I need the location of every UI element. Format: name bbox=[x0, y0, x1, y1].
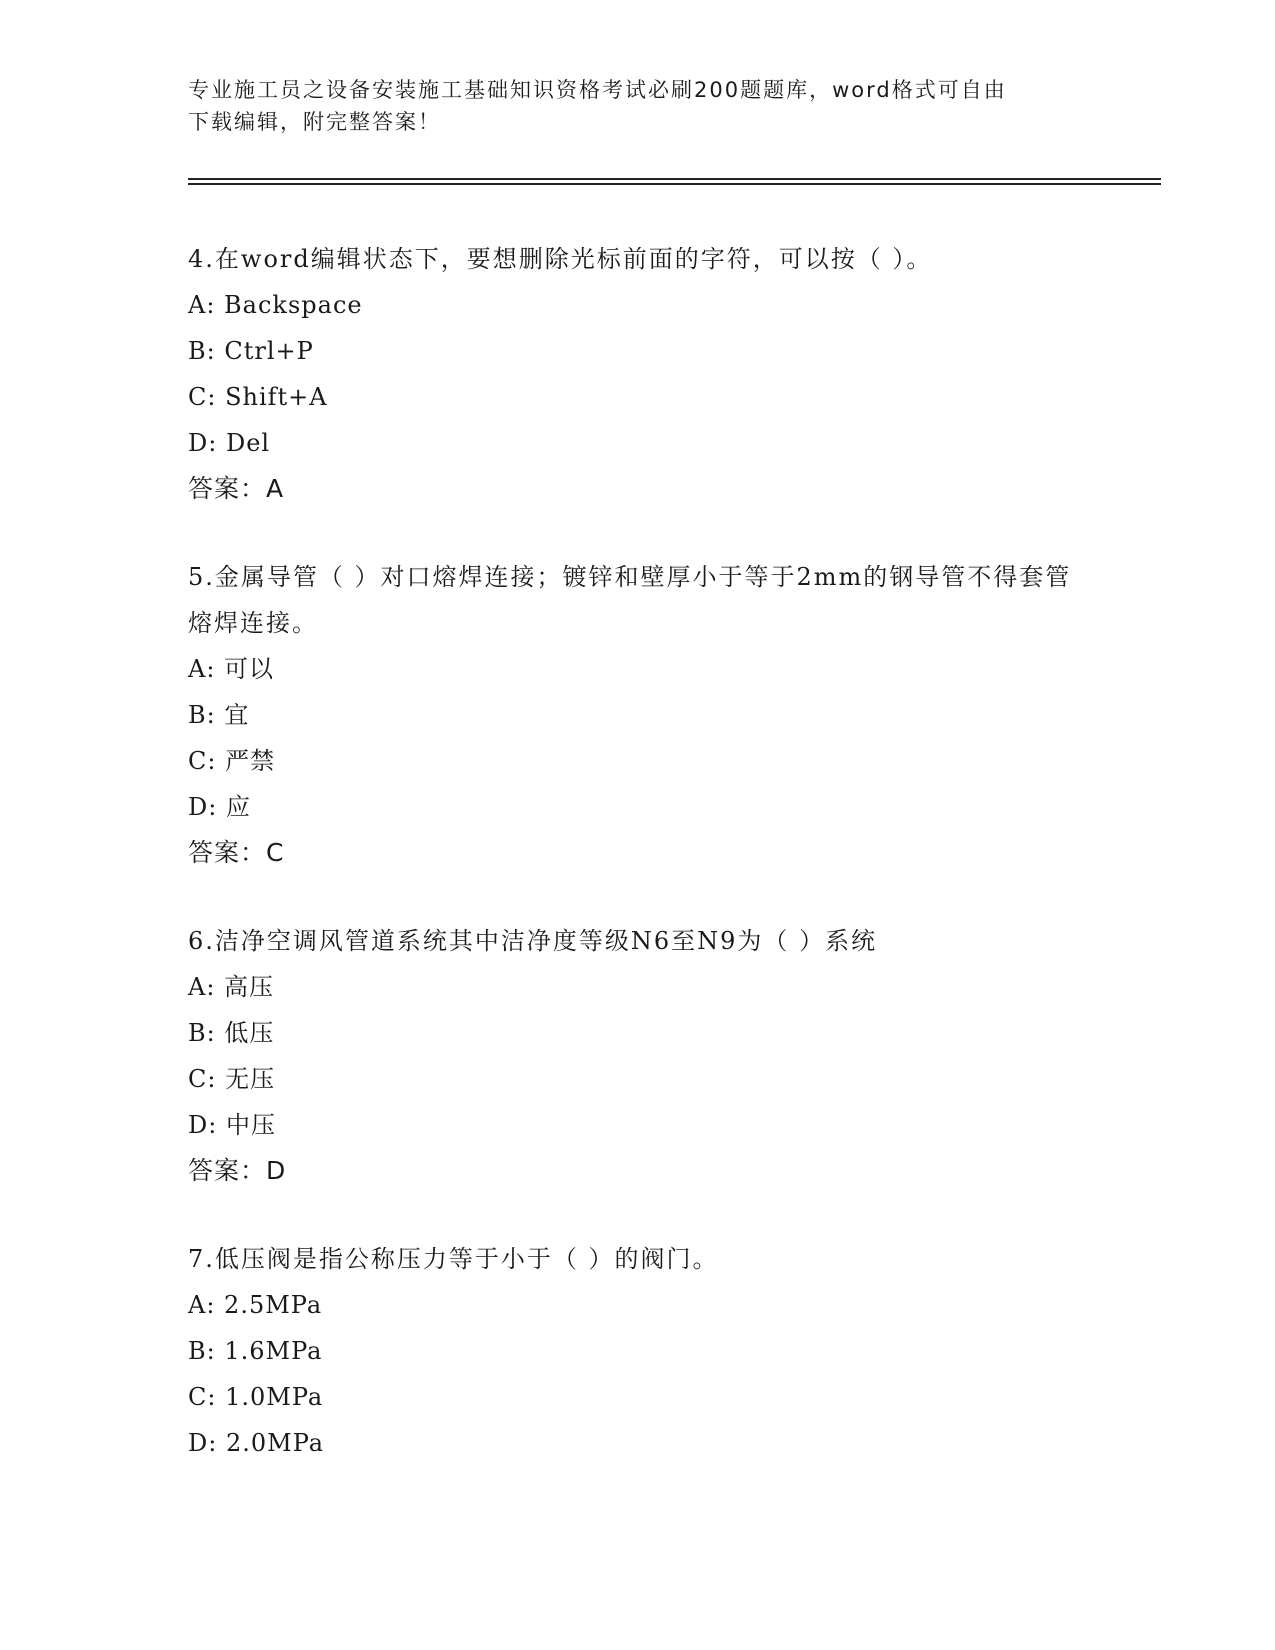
option-c: C: Shift+A bbox=[188, 383, 328, 411]
header-divider-bottom bbox=[188, 183, 1161, 185]
option-b: B: 1.6MPa bbox=[188, 1337, 323, 1365]
option-d: D: 中压 bbox=[188, 1111, 276, 1139]
question-item bbox=[188, 554, 1088, 876]
option-d: D: 2.0MPa bbox=[188, 1429, 325, 1457]
option-c: C: 无压 bbox=[188, 1065, 276, 1093]
answer-line: 答案：A bbox=[188, 474, 285, 503]
question-stem: 5.金属导管（ ）对口熔焊连接；镀锌和壁厚小于等于2mm的钢导管不得套管熔焊连接。 bbox=[188, 563, 1072, 637]
option-d: D: 应 bbox=[188, 793, 251, 821]
answer-line: 答案：D bbox=[188, 1156, 287, 1185]
question-item bbox=[188, 1236, 1088, 1466]
header-line-1: 专业施工员之设备安装施工基础知识资格考试必刷200题题库，word格式可自由 bbox=[188, 78, 1007, 102]
header-line-2: 下载编辑，附完整答案！ bbox=[188, 110, 441, 134]
option-d: D: Del bbox=[188, 429, 271, 457]
question-stem: 6.洁净空调风管道系统其中洁净度等级N6至N9为（ ）系统 bbox=[188, 927, 878, 955]
option-b: B: 宜 bbox=[188, 701, 250, 729]
question-stem: 7.低压阀是指公称压力等于小于（ ）的阀门。 bbox=[188, 1245, 719, 1273]
option-b: B: 低压 bbox=[188, 1019, 275, 1047]
question-list bbox=[188, 236, 1088, 1508]
question-stem: 4.在word编辑状态下，要想删除光标前面的字符，可以按（ ）。 bbox=[188, 245, 933, 273]
question-item bbox=[188, 236, 1088, 512]
option-a: A: 2.5MPa bbox=[188, 1291, 323, 1319]
header-divider-top bbox=[188, 178, 1161, 180]
option-c: C: 1.0MPa bbox=[188, 1383, 324, 1411]
option-c: C: 严禁 bbox=[188, 747, 276, 775]
option-a: A: 可以 bbox=[188, 655, 275, 683]
option-b: B: Ctrl+P bbox=[188, 337, 314, 365]
document-header bbox=[188, 74, 1068, 138]
answer-line: 答案：C bbox=[188, 838, 285, 867]
option-a: A: 高压 bbox=[188, 973, 275, 1001]
option-a: A: Backspace bbox=[188, 291, 363, 319]
question-item bbox=[188, 918, 1088, 1194]
